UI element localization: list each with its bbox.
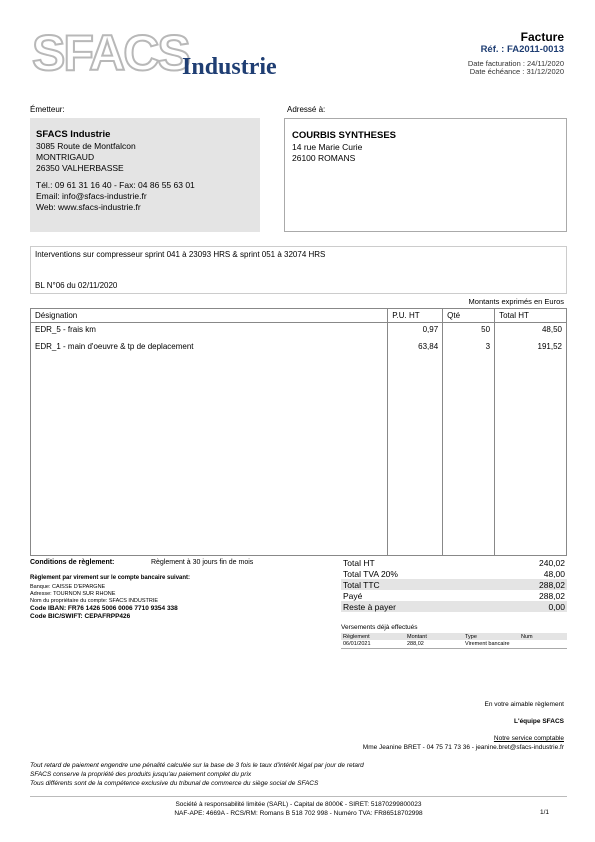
table-row [341,640,567,649]
invoice-date: Date facturation : 24/11/2020 [467,59,564,68]
recipient-box [284,118,567,232]
row-quantity: 3 [443,340,495,357]
document-title: Facture [520,30,564,44]
closing-team: L'équipe SFACS [514,718,564,725]
totals-row [341,590,567,601]
col-header-quantity: Qté [443,309,495,323]
table-row [31,323,567,341]
recipient-address-line: 14 rue Marie Curie [292,142,363,152]
legal-mentions [30,761,364,788]
company-logo-suffix: Industrie [182,54,277,80]
totals-label: Total HT [343,557,375,568]
sender-phone: Tél.: 09 61 31 16 40 - Fax: 04 86 55 63 01 [36,180,195,190]
sender-web: Web: www.sfacs-industrie.fr [36,202,141,212]
totals-row [341,557,567,568]
sender-address-line: MONTRIGAUD [36,152,95,162]
totals-value: 0,00 [491,601,567,612]
payments-made-title: Versements déjà effectués [341,624,418,631]
totals-value: 240,02 [539,557,565,568]
items-table-header [31,309,567,323]
bank-address: Adresse: TOURNON SUR RHONE [30,591,116,597]
payments-col-header: Règlement [341,633,405,640]
col-header-total: Total HT [495,309,567,323]
sender-name: SFACS Industrie [36,129,111,140]
sender-email: Email: info@sfacs-industrie.fr [36,191,147,201]
closing-greeting: En votre aimable règlement [484,701,564,708]
note-line: BL N°06 du 02/11/2020 [35,281,118,290]
currency-note: Montants exprimés en Euros [468,297,564,306]
row-total: 191,52 [495,340,567,357]
payment-conditions [30,558,253,621]
col-header-unit-price: P.U. HT [388,309,443,323]
totals-value: 288,02 [491,579,567,590]
page-number: 1/1 [539,809,549,816]
payments-made [341,623,567,649]
totals-label: Payé [343,590,363,601]
row-quantity: 50 [443,323,495,341]
row-designation: EDR_5 - frais km [31,323,388,341]
payments-table-header [341,633,567,640]
sender-box [30,118,260,232]
table-row [31,340,567,357]
account-owner: Nom du propriétaire du compte: SFACS INDUSTRIE [30,598,159,604]
row-unit-price: 0,97 [388,323,443,341]
bic-code: Code BIC/SWIFT: CEPAFRPP426 [30,613,131,620]
totals-label: Reste à payer [341,601,491,612]
row-unit-price: 63,84 [388,340,443,357]
company-logo-sfacs: SFACS [32,25,189,81]
legal-line: SFACS conserve la propriété des produits jusqu'au paiement complet du prix [30,771,252,778]
payments-col-header: Montant [405,633,463,640]
col-header-designation: Désignation [31,309,388,323]
totals-value: 48,00 [543,568,565,579]
footer-line: Société à responsabilité limitée (SARL) - Capital de 8000€ - SIRET: 51870299800023 [175,801,422,808]
closing-contact: Mme Jeanine BRET - 04 75 71 73 36 - jeanine.bret@sfacs-industrie.fr [362,744,564,751]
sender-address-line: 3085 Route de Montfalcon [36,141,136,151]
conditions-value: Règlement à 30 jours fin de mois [150,559,254,566]
invoice-reference: Réf. : FA2011-0013 [480,44,564,55]
payment-date: 06/01/2021 [341,640,405,649]
totals-table [341,557,567,612]
footer-divider [30,796,567,797]
invoice-note-box [30,246,567,294]
recipient-address-line: 26100 ROMANS [292,153,356,163]
conditions-label: Conditions de règlement: [30,559,115,566]
footer [30,800,567,818]
payments-col-header: Type [463,633,519,640]
totals-row [341,579,567,590]
note-line: Interventions sur compresseur sprint 041 à 23093 HRS & sprint 051 à 32074 HRS [35,250,326,259]
due-date: Date échéance : 31/12/2020 [469,67,564,76]
totals-value: 288,02 [539,590,565,601]
closing-service: Notre service comptable [493,735,564,742]
legal-line: Tous différents sont de la compétence exclusive du tribunal de commerce du siège social de SFACS [30,780,319,787]
footer-line: NAF-APE: 4669A - RCS/RM: Romans B 518 702 998 - Numéro TVA: FR86518702998 [174,810,423,817]
iban-code: Code IBAN: FR76 1426 5006 0006 7710 9354 338 [30,605,178,612]
items-table [30,308,567,556]
payment-num [519,640,567,649]
payment-amount: 288,02 [405,640,463,649]
sender-label: Émetteur: [30,105,65,114]
bank-name: Banque: CAISSE D'EPARGNE [30,584,106,590]
row-total: 48,50 [495,323,567,341]
totals-label: Total TTC [341,579,491,590]
payments-col-header: Num [519,633,567,640]
table-filler [31,357,567,556]
totals-label: Total TVA 20% [343,568,398,579]
recipient-label: Adressé à: [287,105,326,114]
recipient-name: COURBIS SYNTHESES [292,130,396,141]
row-designation: EDR_1 - main d'oeuvre & tp de deplacement [31,340,388,357]
sender-address-line: 26350 VALHERBASSE [36,163,124,173]
payments-table [341,633,567,649]
totals-row [341,601,567,612]
totals-row [341,568,567,579]
transfer-title: Règlement par virement sur le compte bancaire suivant: [30,575,191,581]
legal-line: Tout retard de paiement engendre une pénalité calculée sur la base de 3 fois le taux d'intérêt légal par jour de retard [30,762,364,769]
payment-type: Virement bancaire [463,640,519,649]
